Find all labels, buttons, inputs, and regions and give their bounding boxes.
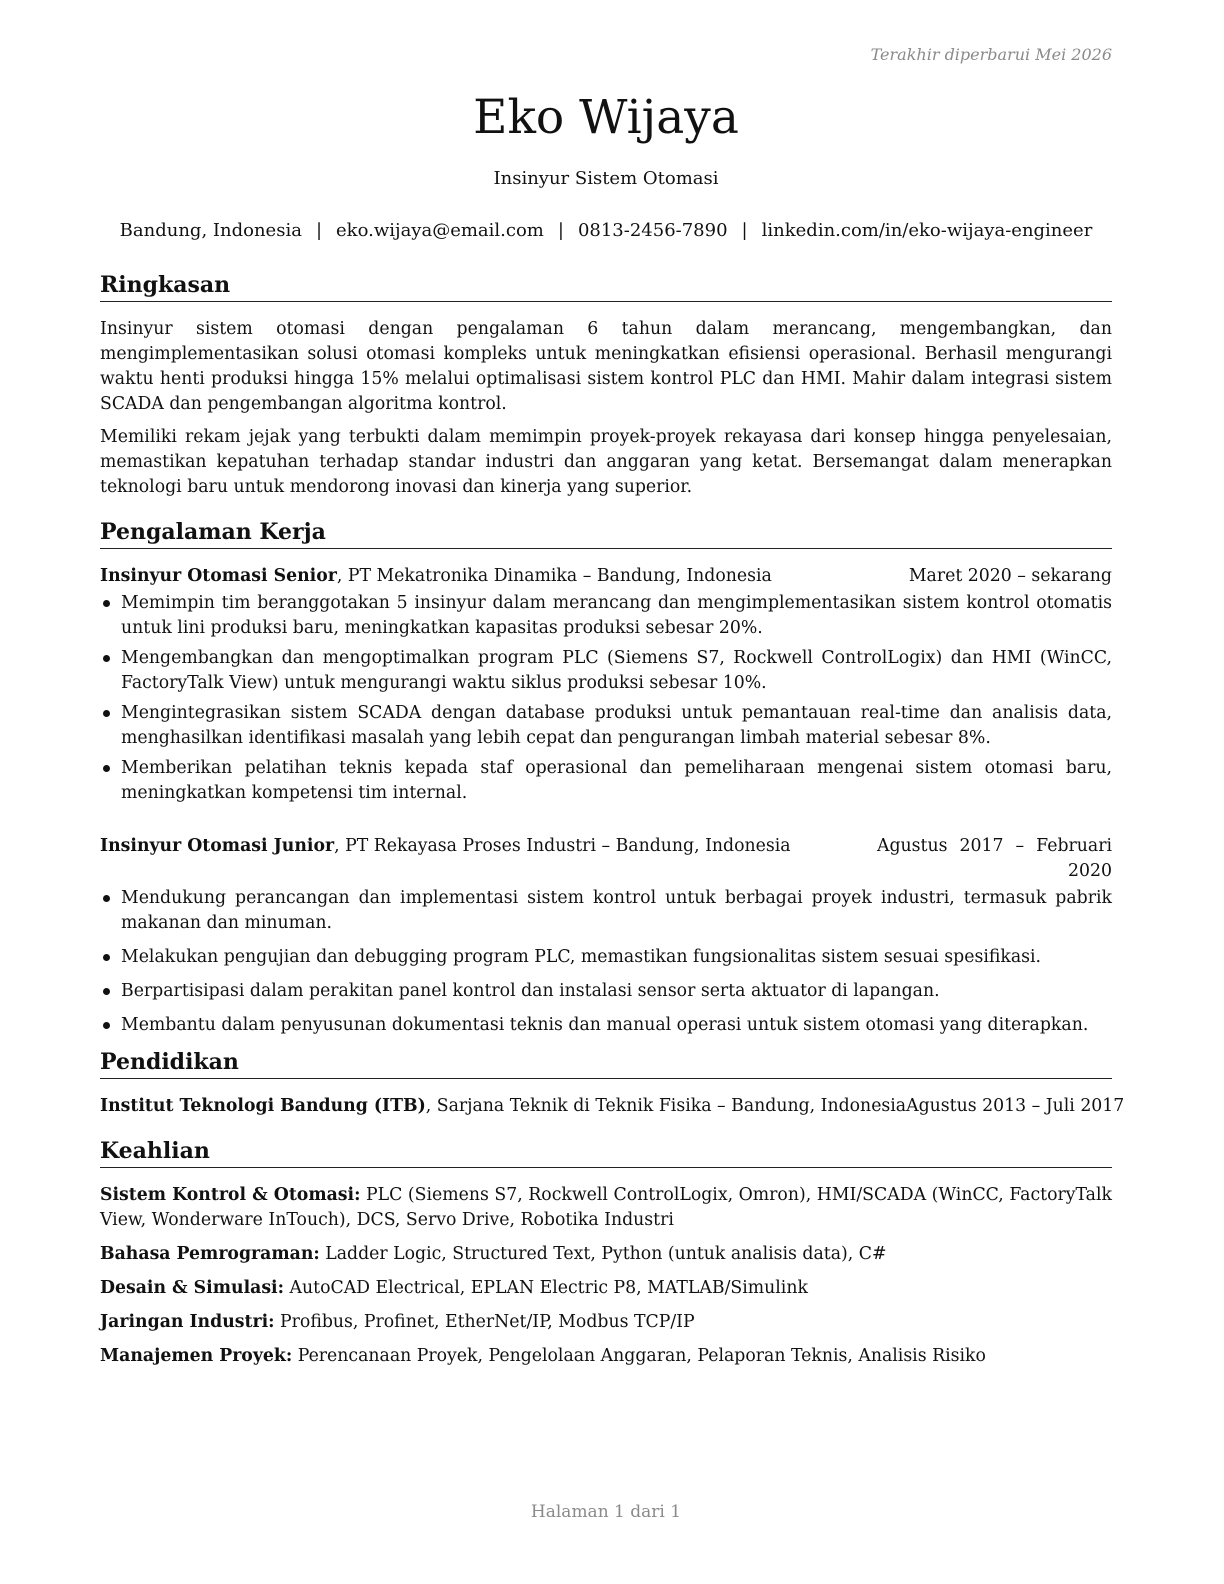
job-dates: Maret 2020 – sekarang <box>908 566 1112 586</box>
job-company: , PT Rekayasa Proses Industri – Bandung, Indonesia <box>334 836 791 856</box>
skill-item <box>100 1276 1112 1301</box>
job-bullet: Berpartisipasi dalam perakitan panel kontrol dan instalasi sensor serta aktuator di lapangan. <box>100 979 1112 1004</box>
job-bullet: Mendukung perancangan dan implementasi sistem kontrol untuk berbagai proyek industri, termasuk pabrik makanan dan minuman. <box>100 886 1112 936</box>
job-dates: Agustus 2017 – Februari 2020 <box>877 836 1112 881</box>
job-entry <box>100 564 1112 806</box>
job-bullet: Melakukan pengujian dan debugging program PLC, memastikan fungsionalitas sistem sesuai spesifikasi. <box>100 945 1112 970</box>
education-dates: Agustus 2013 – Juli 2017 <box>906 1096 1125 1116</box>
education-entry <box>100 1094 1125 1119</box>
section-heading-summary: Ringkasan <box>100 270 1112 302</box>
skill-value: Perencanaan Proyek, Pengelolaan Anggaran, Pelaporan Teknis, Analisis Risiko <box>292 1346 986 1366</box>
job-bullet: Membantu dalam penyusunan dokumentasi teknis dan manual operasi untuk sistem otomasi yang diterapkan. <box>100 1013 1112 1038</box>
resume-page <box>100 0 1125 1584</box>
skill-label: Sistem Kontrol & Otomasi: <box>100 1185 361 1205</box>
section-heading-experience: Pengalaman Kerja <box>100 517 1112 549</box>
skill-label: Manajemen Proyek: <box>100 1346 293 1366</box>
skill-value: AutoCAD Electrical, EPLAN Electric P8, MATLAB/Simulink <box>284 1278 808 1298</box>
job-company: , PT Mekatronika Dinamika – Bandung, Indonesia <box>336 566 772 586</box>
job-bullets <box>100 591 1112 806</box>
job-bullet: Memimpin tim beranggotakan 5 insinyur dalam merancang dan mengimplementasikan sistem kontrol otomatis untuk lini produksi baru, meningkatkan kapasitas produksi sebesar 20%. <box>100 591 1112 641</box>
job-header <box>100 564 1112 589</box>
contact-separator: | <box>557 220 564 241</box>
job-title: Insinyur Sistem Otomasi <box>493 168 719 189</box>
section-heading-education: Pendidikan <box>100 1047 1112 1079</box>
skill-item <box>100 1344 1112 1369</box>
section-heading-skills: Keahlian <box>100 1136 1112 1168</box>
skill-label: Desain & Simulasi: <box>100 1278 285 1298</box>
contact-email[interactable]: eko.wijaya@email.com <box>336 220 544 241</box>
contact-linkedin[interactable]: linkedin.com/in/eko-wijaya-engineer <box>761 220 1093 241</box>
contact-line <box>100 220 1112 241</box>
job-role: Insinyur Otomasi Junior <box>100 836 335 856</box>
summary-paragraph: Insinyur sistem otomasi dengan pengalaman 6 tahun dalam merancang, mengembangkan, dan mengimplementasikan solusi otomasi kompleks untuk meningkatkan efisiensi operasional. Berhasil mengurangi waktu henti produksi hingga 15% melalui optimalisasi sistem kontrol PLC dan HMI. Mahir dalam integrasi sistem SCADA dan pengembangan algoritma kontrol. <box>100 319 1112 414</box>
job-bullet: Mengembangkan dan mengoptimalkan program PLC (Siemens S7, Rockwell ControlLogix) dan HMI (WinCC, FactoryTalk View) untuk mengurangi waktu siklus produksi sebesar 10%. <box>100 646 1112 696</box>
candidate-name: Eko Wijaya <box>473 90 739 145</box>
skill-value: PLC (Siemens S7, Rockwell ControlLogix, Omron), HMI/SCADA (WinCC, FactoryTalk View, Wonderware InTouch), DCS, Servo Drive, Robotika Industri <box>100 1185 1112 1230</box>
job-role: Insinyur Otomasi Senior <box>100 566 337 586</box>
job-bullet: Memberikan pelatihan teknis kepada staf operasional dan pemeliharaan mengenai sistem otomasi baru, meningkatkan kompetensi tim internal. <box>100 756 1112 806</box>
skill-item <box>100 1310 1112 1335</box>
page-number: Halaman 1 dari 1 <box>530 1502 682 1522</box>
job-header <box>100 834 1112 884</box>
resume-content <box>100 270 1125 1378</box>
education-section <box>100 1047 1125 1119</box>
skill-item <box>100 1242 1112 1267</box>
job-entry <box>100 834 1112 1038</box>
job-bullets <box>100 886 1112 1038</box>
skill-item <box>100 1183 1112 1233</box>
summary-paragraph: Memiliki rekam jejak yang terbukti dalam memimpin proyek-proyek rekayasa dari konsep hingga penyelesaian, memastikan kepatuhan terhadap standar industri dan anggaran yang ketat. Bersemangat dalam menerapkan teknologi baru untuk mendorong inovasi dan kinerja yang superior. <box>100 427 1112 497</box>
contact-location: Bandung, Indonesia <box>119 220 302 241</box>
contact-separator: | <box>741 220 748 241</box>
skill-value: Ladder Logic, Structured Text, Python (untuk analisis data), C# <box>319 1244 887 1264</box>
last-updated: Terakhir diperbarui Mei 2026 <box>870 45 1112 64</box>
contact-separator: | <box>315 220 323 241</box>
education-degree: , Sarjana Teknik di Teknik Fisika – Bandung, Indonesia <box>425 1096 907 1116</box>
job-bullet: Mengintegrasikan sistem SCADA dengan database produksi untuk pemantauan real-time dan analisis data, menghasilkan identifikasi masalah yang lebih cepat dan pengurangan limbah material sebesar 8%. <box>100 701 1112 751</box>
skill-label: Bahasa Pemrograman: <box>100 1244 320 1264</box>
summary-section <box>100 270 1112 500</box>
skill-label: Jaringan Industri: <box>100 1312 275 1332</box>
experience-section <box>100 517 1112 1038</box>
contact-phone: 0813-2456-7890 <box>577 220 728 241</box>
education-school: Institut Teknologi Bandung (ITB) <box>100 1096 426 1116</box>
skills-section <box>100 1136 1112 1369</box>
skill-value: Profibus, Profinet, EtherNet/IP, Modbus TCP/IP <box>274 1312 695 1332</box>
